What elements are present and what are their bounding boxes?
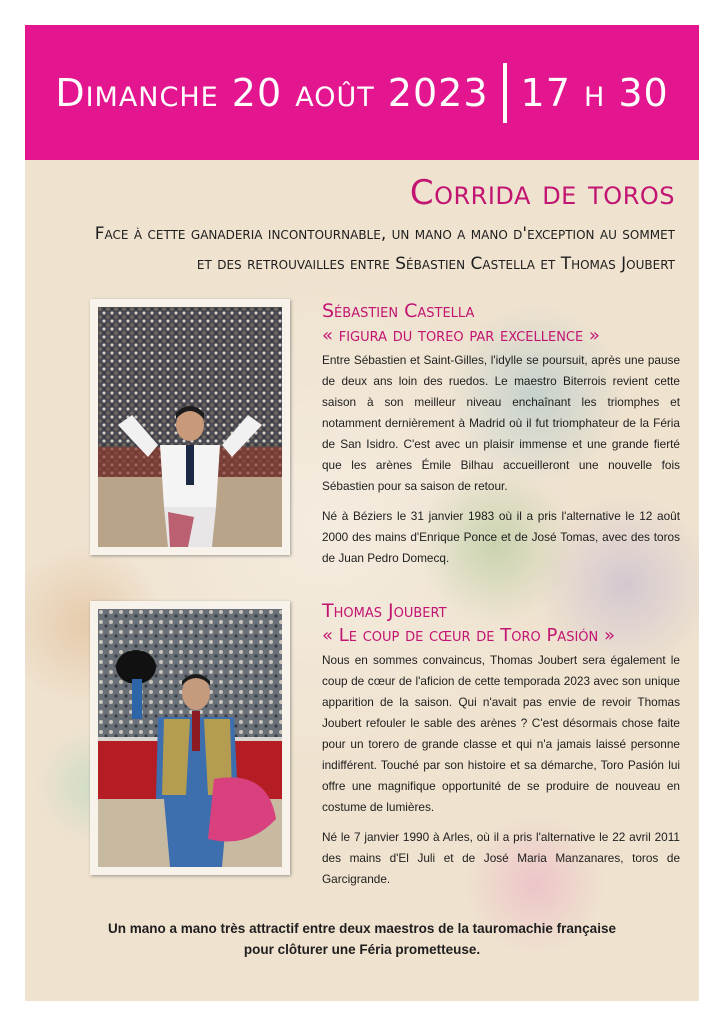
joubert-photo-image bbox=[98, 609, 282, 867]
joubert-paragraph-2: Né le 7 janvier 1990 à Arles, où il a pris l'alternative le 22 avril 2011 des mains d'El Juli et de José Maria Manzanares, toros de Garcigrande. bbox=[322, 830, 680, 886]
event-date: Dimanche 20 août 2023 bbox=[55, 70, 489, 115]
castella-tagline: « figura du toreo par excellence » bbox=[322, 325, 600, 346]
castella-bio bbox=[322, 298, 680, 578]
castella-paragraph-2: Né à Béziers le 31 janvier 1983 où il a pris l'alternative le 12 août 2000 des mains d'Enrique Ponce et de José Tomas, avec des toros de Juan Pedro Domecq. bbox=[322, 509, 680, 565]
joubert-bio bbox=[322, 598, 680, 899]
date-banner bbox=[25, 25, 699, 160]
joubert-paragraph-1: Nous en sommes convaincus, Thomas Joubert sera également le coup de cœur de l'aficion de cette temporada 2023 avec son unique apparition de la saison. Qui n'avait pas envie de revoir Thomas Joubert refouler le sable des arènes ? C'est désormais chose faite pour un torero de grande classe et qui n'a jamais laissé personne indifférent. Touché par son histoire et sa démarche, Toro Pasión lui offre une magnifique opportunité de se produire de nouveau en costume de lumières. bbox=[322, 653, 680, 814]
joubert-name: Thomas Joubert bbox=[322, 600, 447, 622]
intro-line-1: Face à cette ganaderia incontournable, un mano a mano d'exception au sommet bbox=[94, 224, 675, 244]
event-intro bbox=[35, 219, 675, 279]
joubert-photo bbox=[90, 601, 290, 875]
castella-paragraph-1: Entre Sébastien et Saint-Gilles, l'idylle se poursuit, après une pause de deux ans loin des ruedos. Le maestro Biterrois revient cette saison à son meilleur niveau enchaînant les triomphes et notamment dernièrement à Madrid où il fut triomphateur de la Féria de San Isidro. C'est avec un plaisir immense et une grande fierté que les arènes Émile Bilhau accueilleront une nouvelle fois Sébastien pour sa saison de retour. bbox=[322, 353, 680, 493]
castella-photo bbox=[90, 299, 290, 555]
closing-statement bbox=[25, 918, 699, 960]
banner-divider bbox=[503, 63, 507, 123]
castella-photo-image bbox=[98, 307, 282, 547]
event-title: Corrida de toros bbox=[409, 173, 675, 213]
intro-line-2: et des retrouvailles entre Sébastien Castella et Thomas Joubert bbox=[196, 254, 675, 274]
event-time: 17 h 30 bbox=[520, 70, 669, 115]
banner-text bbox=[55, 63, 668, 123]
castella-name: Sébastien Castella bbox=[322, 300, 475, 322]
closing-line-2: pour clôturer une Féria prometteuse. bbox=[243, 942, 481, 957]
joubert-tagline: « Le coup de cœur de Toro Pasión » bbox=[322, 625, 615, 646]
poster-page bbox=[25, 25, 699, 1001]
closing-line-1: Un mano a mano très attractif entre deux maestros de la tauromachie française bbox=[108, 921, 616, 936]
